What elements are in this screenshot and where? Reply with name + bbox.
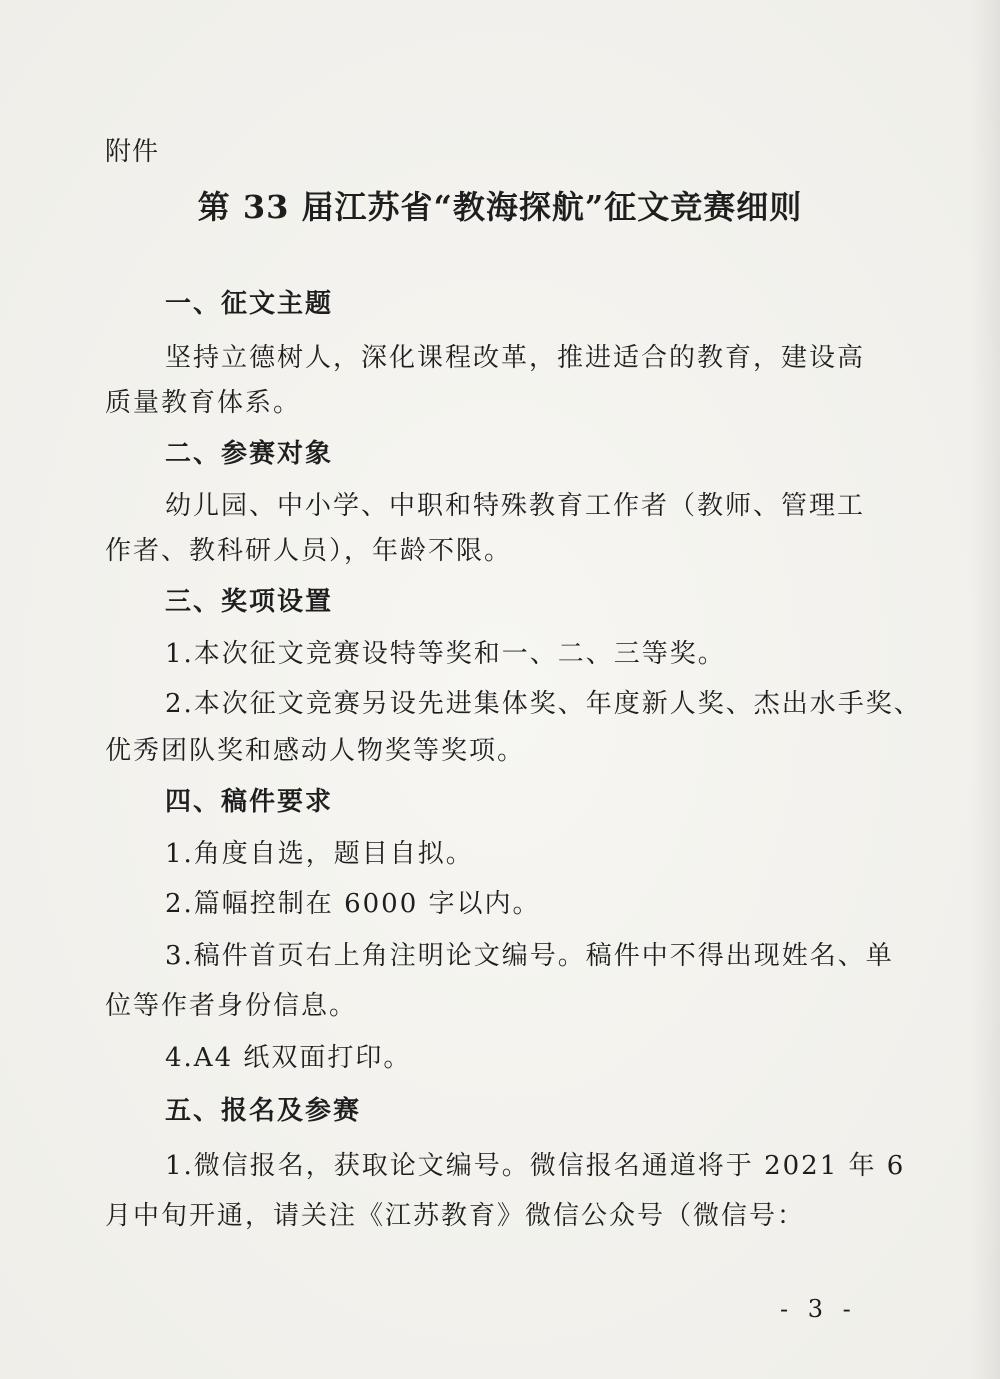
paragraph-line: 1.本次征文竞赛设特等奖和一、二、三等奖。: [165, 639, 726, 669]
section-heading-registration: 五、报名及参赛: [165, 1096, 362, 1126]
paragraph-line: 1.角度自选，题目自拟。: [165, 839, 474, 869]
paragraph-line: 2.篇幅控制在 6000 字以内。: [165, 889, 541, 919]
section-heading-theme: 一、征文主题: [165, 289, 334, 319]
attachment-label: 附件: [105, 137, 160, 167]
page-number: - 3 -: [780, 1295, 857, 1323]
section-heading-participants: 二、参赛对象: [165, 439, 334, 469]
paragraph-line: 质量教育体系。: [105, 388, 302, 418]
paragraph-line: 作者、教科研人员），年龄不限。: [105, 536, 513, 566]
paragraph-line: 1.微信报名，获取论文编号。微信报名通道将于 2021 年 6: [165, 1151, 906, 1181]
section-heading-requirements: 四、稿件要求: [165, 787, 334, 817]
paragraph-line: 2.本次征文竞赛另设先进集体奖、年度新人奖、杰出水手奖、: [165, 689, 922, 719]
paragraph-line: 优秀团队奖和感动人物奖等奖项。: [105, 736, 526, 766]
paragraph-line: 位等作者身份信息。: [105, 991, 358, 1021]
section-heading-awards: 三、奖项设置: [165, 587, 334, 617]
paragraph-line: 3.稿件首页右上角注明论文编号。稿件中不得出现姓名、单: [165, 941, 894, 971]
document-title: 第 33 届江苏省“教海探航”征文竞赛细则: [197, 188, 803, 226]
paragraph-line: 4.A4 纸双面打印。: [165, 1043, 412, 1073]
paragraph-line: 坚持立德树人，深化课程改革，推进适合的教育，建设高: [165, 343, 866, 373]
paragraph-line: 幼儿园、中小学、中职和特殊教育工作者（教师、管理工: [165, 491, 866, 521]
paragraph-line: 月中旬开通，请关注《江苏教育》微信公众号（微信号：: [105, 1201, 806, 1231]
